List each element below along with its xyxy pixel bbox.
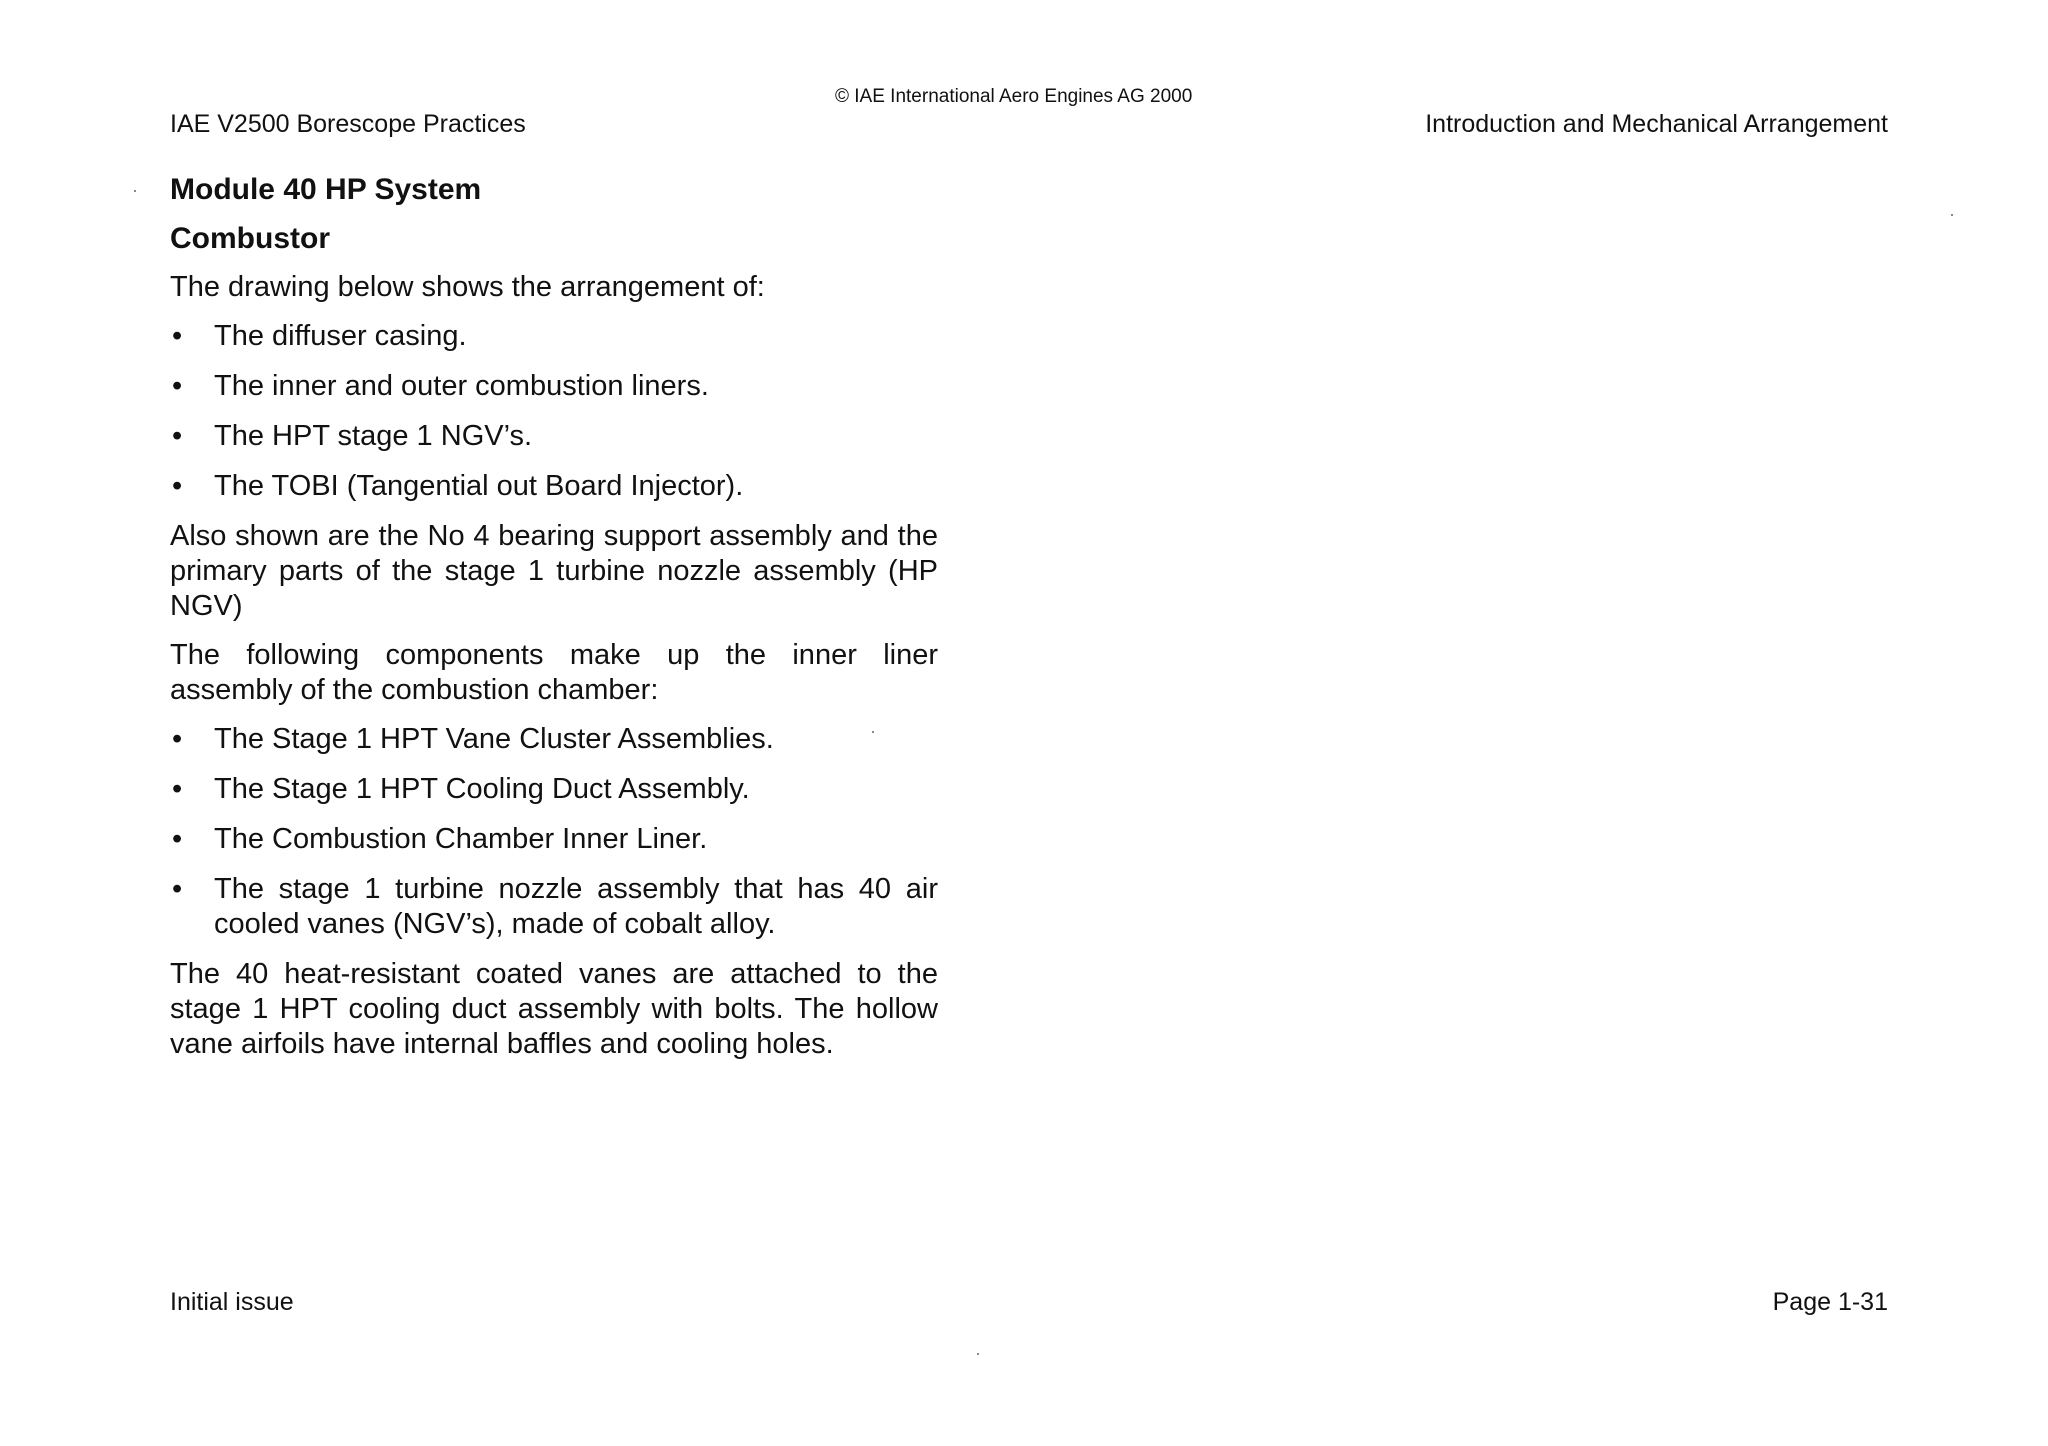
module-title: Module 40 HP System (170, 173, 482, 206)
scan-speck (872, 731, 874, 733)
list-item-text: The inner and outer combustion liners. (214, 370, 709, 402)
header-chapter-title: Introduction and Mechanical Arrangement (1425, 110, 1888, 138)
list-item (170, 319, 938, 354)
main-content (170, 172, 938, 1076)
header-document-title: IAE V2500 Borescope Practices (170, 110, 526, 138)
arrangement-list (170, 319, 938, 504)
list-item-text: The TOBI (Tangential out Board Injector). (214, 470, 744, 502)
bullet-icon: • (172, 723, 183, 755)
list-item-text: The Combustion Chamber Inner Liner. (214, 823, 708, 855)
inner-liner-paragraph: The following components make up the inner liner assembly of the combustion chamber: (170, 639, 938, 706)
intro-paragraph: The drawing below shows the arrangement of: (170, 271, 765, 303)
list-item (170, 872, 938, 942)
scan-speck (1951, 214, 1953, 216)
bullet-icon: • (172, 370, 183, 402)
list-item (170, 772, 938, 807)
inner-liner-components-list (170, 722, 938, 942)
bullet-icon: • (172, 420, 183, 452)
list-item (170, 419, 938, 454)
bullet-icon: • (172, 773, 183, 805)
list-item-text: The Stage 1 HPT Cooling Duct Assembly. (214, 773, 750, 805)
header-copyright: © IAE International Aero Engines AG 2000 (835, 86, 1193, 107)
scan-speck (134, 190, 136, 192)
bullet-icon: • (172, 470, 183, 502)
footer-issue: Initial issue (170, 1288, 294, 1316)
list-item (170, 469, 938, 504)
bullet-icon: • (172, 873, 183, 905)
footer-page-number: Page 1-31 (1772, 1288, 1888, 1316)
vanes-paragraph: The 40 heat-resistant coated vanes are attached to the stage 1 HPT cooling duct assembly with bolts. The hollow vane airfoils have internal baffles and cooling holes. (170, 958, 938, 1060)
list-item (170, 822, 938, 857)
bullet-icon: • (172, 320, 183, 352)
bearing-support-paragraph: Also shown are the No 4 bearing support assembly and the primary parts of the stage 1 turbine nozzle assembly (HP NGV) (170, 520, 938, 622)
scan-speck (977, 1353, 979, 1355)
list-item-text: The stage 1 turbine nozzle assembly that has 40 air cooled vanes (NGV’s), made of cobalt alloy. (214, 873, 938, 940)
bullet-icon: • (172, 823, 183, 855)
list-item (170, 369, 938, 404)
list-item-text: The diffuser casing. (214, 320, 467, 352)
list-item (170, 722, 938, 757)
list-item-text: The Stage 1 HPT Vane Cluster Assemblies. (214, 723, 774, 755)
section-title: Combustor (170, 222, 330, 255)
list-item-text: The HPT stage 1 NGV’s. (214, 420, 533, 452)
